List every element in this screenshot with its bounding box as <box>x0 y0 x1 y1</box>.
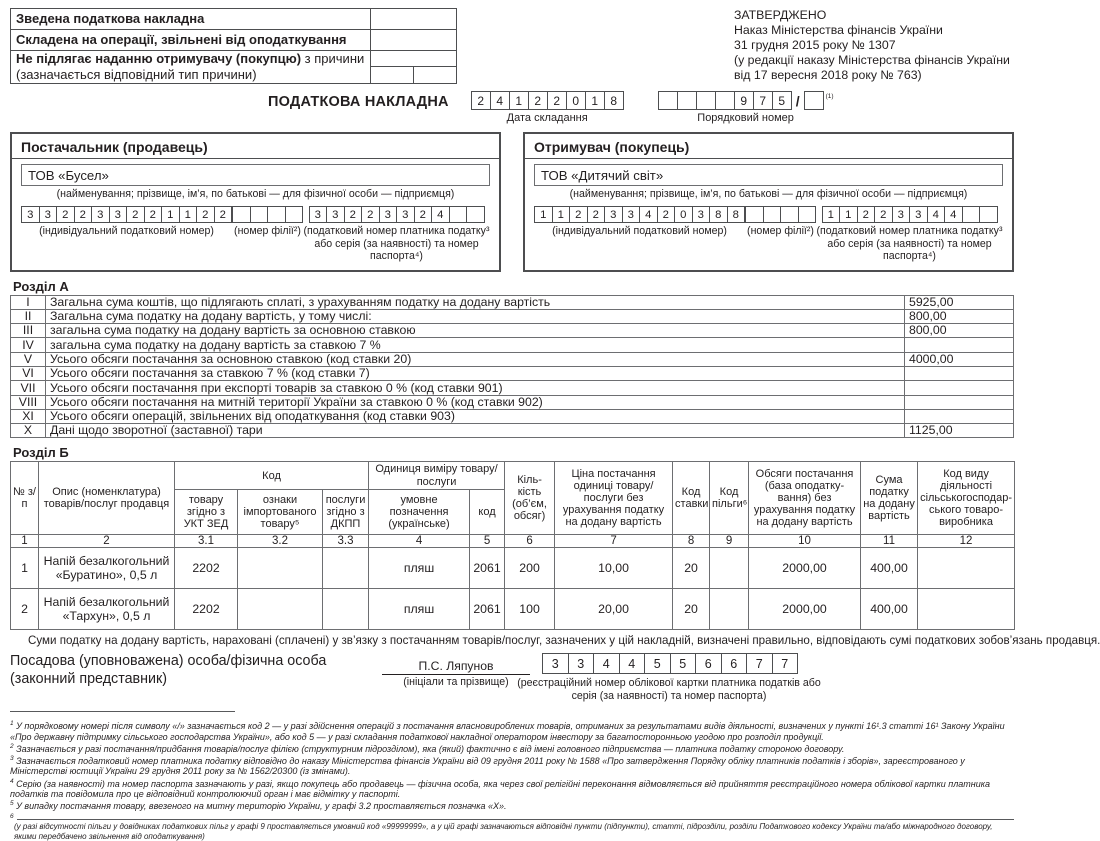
digit-cell: 8 <box>709 206 728 223</box>
col-header-code-dkpp: послуги згідно з ДКПП <box>323 489 369 534</box>
col-header-benefit: Код пільги⁶ <box>710 462 749 534</box>
flag-label-zvedena: Зведена податкова накладна <box>11 9 371 30</box>
invoice-title: ПОДАТКОВА НАКЛАДНА <box>268 94 449 110</box>
approval-line: ЗАТВЕРДЖЕНО <box>734 8 827 22</box>
seller-branch-caption: (номер філії²) <box>234 225 301 237</box>
flag-box-ne-pidliahaie <box>371 51 457 67</box>
buyer-branch-cells <box>745 206 816 223</box>
section-b-header-row-1 <box>11 462 1015 489</box>
section-a-row-value: 800,00 <box>905 309 1014 323</box>
digit-cell: 7 <box>746 653 773 674</box>
flag-label-zvilneni: Складена на операції, звільнені від оподаткування <box>11 30 371 51</box>
section-a-row-num: VIII <box>11 395 46 409</box>
digit-cell: 4 <box>431 206 450 223</box>
digit-cell: 5 <box>772 91 792 110</box>
digit-cell <box>232 206 251 223</box>
digit-cell <box>466 206 485 223</box>
digit-cell <box>780 206 799 223</box>
section-a-row-num: II <box>11 309 46 323</box>
section-a-row-num: XI <box>11 409 46 423</box>
digit-cell <box>798 206 817 223</box>
footnote-6-caption: (у разі відсутності пільги у довідниках податкових пільг у графі 9 проставляється умовний код «99999999», а у цій графі зазначаються відповідні пункти (підпункти), статті, підрозділи, розділи Податкового кодексу України та/або міжнародного договору, якими передбачено звільнення від оподаткування) <box>14 822 993 841</box>
buyer-box <box>523 132 1014 272</box>
digit-cell <box>658 91 678 110</box>
section-a-row-value: 800,00 <box>905 324 1014 338</box>
section-a-row <box>11 309 1014 323</box>
section-b-column-number: 3.2 <box>238 534 323 548</box>
digit-cell: 3 <box>542 653 569 674</box>
section-a-row-label: Загальна сума коштів, що підлягають сплаті, з урахуванням податку на додану вартість <box>46 295 905 309</box>
flag-box-reason-type-2 <box>414 67 457 84</box>
number-group <box>658 91 834 124</box>
digit-cell: 4 <box>944 206 963 223</box>
section-b-cell: 100 <box>505 589 555 630</box>
digit-cell: 8 <box>727 206 746 223</box>
section-b-cell: 2202 <box>175 589 238 630</box>
digit-cell: 2 <box>857 206 876 223</box>
digit-cell: 2 <box>196 206 215 223</box>
section-b-cell: пляш <box>369 548 470 589</box>
section-b-cell <box>323 548 369 589</box>
digit-cell <box>250 206 269 223</box>
digit-cell: 3 <box>909 206 928 223</box>
digit-cell: 1 <box>822 206 841 223</box>
section-b-cell: 400,00 <box>861 589 918 630</box>
number-row <box>658 91 834 110</box>
digit-cell: 2 <box>528 91 548 110</box>
section-a-row-label: загальна сума податку на додану вартість за основною ставкою <box>46 324 905 338</box>
section-b-cell <box>918 548 1015 589</box>
digit-cell: 5 <box>670 653 697 674</box>
section-b-cell: Напій безалкогольний «Буратино», 0,5 л <box>39 548 175 589</box>
col-header-code-ukt: товару згідно з УКТ ЗЕД <box>175 489 238 534</box>
section-b-table <box>10 461 1015 630</box>
buyer-tax-caption: (податковий номер платника податку³ або серія (за наявності) та номер паспорта⁴) <box>816 225 1003 262</box>
section-b-cell: 20 <box>673 548 710 589</box>
section-a-row <box>11 295 1014 309</box>
signature-name: П.С. Ляпунов <box>382 659 530 675</box>
col-header-vat: Сума податку на додану вартість <box>861 462 918 534</box>
digit-cell: 6 <box>721 653 748 674</box>
digit-cell: 1 <box>179 206 198 223</box>
signature-reg-cells <box>542 653 798 674</box>
col-header-qty: Кіль-кість (об’єм, обсяг) <box>505 462 555 534</box>
buyer-name: ТОВ «Дитячий світ» <box>541 167 664 183</box>
digit-cell <box>677 91 697 110</box>
section-a-row-value: 5925,00 <box>905 295 1014 309</box>
seller-tax-group <box>303 206 490 263</box>
digit-cell <box>979 206 998 223</box>
date-caption: Дата складання <box>506 112 588 124</box>
col-header-activity: Код виду діяльності сільськогосподар- ського товаро- виробника <box>918 462 1015 534</box>
section-a-row-num: VI <box>11 366 46 380</box>
digit-cell <box>962 206 981 223</box>
signature-reg-block <box>517 653 834 702</box>
digit-cell: 3 <box>692 206 711 223</box>
seller-name-caption: (найменування; прізвище, ім’я, по батькові — для фізичної особи — підприємця) <box>56 188 455 200</box>
digit-cell: 2 <box>361 206 380 223</box>
col-header-num: № з/п <box>11 462 39 534</box>
signature-role-line2: (законний представник) <box>10 671 168 688</box>
col-header-rate: Код ставки <box>673 462 710 534</box>
digit-cell: 3 <box>568 653 595 674</box>
section-b-cell <box>238 548 323 589</box>
digit-cell: 3 <box>109 206 128 223</box>
approval-line: Наказ Міністерства фінансів України <box>734 23 943 37</box>
digit-cell: 2 <box>569 206 588 223</box>
section-a-row-label: Загальна сума податку на додану вартість, у тому числі: <box>46 309 905 323</box>
number-footnote-mark: (1) <box>825 93 834 100</box>
digit-cell: 1 <box>585 91 605 110</box>
section-b-row <box>11 548 1015 589</box>
signature-block <box>10 653 1014 702</box>
section-b-column-number: 5 <box>470 534 505 548</box>
flag-box-reason-type-1 <box>371 67 414 84</box>
seller-box <box>10 132 501 272</box>
section-b-column-number: 1 <box>11 534 39 548</box>
section-a-title: Розділ А <box>13 278 69 294</box>
buyer-tax-cells <box>822 206 998 223</box>
footnote-6-marker: 6 <box>10 813 14 821</box>
section-b-column-number: 12 <box>918 534 1015 548</box>
section-b-cell: 400,00 <box>861 548 918 589</box>
section-a-row-value <box>905 395 1014 409</box>
digit-cell: 4 <box>927 206 946 223</box>
parties-row <box>10 132 1014 272</box>
section-b-cell: 2000,00 <box>749 589 861 630</box>
digit-cell: 1 <box>552 206 571 223</box>
section-b-column-number: 6 <box>505 534 555 548</box>
buyer-name-field <box>534 164 1003 186</box>
digit-cell: 2 <box>471 91 491 110</box>
digit-cell: 2 <box>547 91 567 110</box>
approval-line: від 17 вересня 2018 року № 763) <box>734 68 922 82</box>
section-a-row-num: III <box>11 324 46 338</box>
digit-cell: 3 <box>892 206 911 223</box>
digit-cell <box>763 206 782 223</box>
section-b-cell <box>323 589 369 630</box>
digit-cell: 3 <box>604 206 623 223</box>
footnote: $^4$ Серію (за наявності) та номер паспорта зазначають у разі, якщо покупець або продавець — фізична особа, яка через свої релігійні переконання відмовляється від прийняття реєстраційного номера облікової картки платника податків та повідомила про це відповідний контролюючий орган і має відмітку у паспорті. <box>10 777 991 799</box>
section-b-column-number: 9 <box>710 534 749 548</box>
seller-itn-group <box>21 206 232 263</box>
section-b-cell: Напій безалкогольний «Тархун», 0,5 л <box>39 589 175 630</box>
digit-cell: 2 <box>874 206 893 223</box>
section-a-row-label: Усього обсяги постачання при експорті товарів за ставкою 0 % (код ставки 901) <box>46 381 905 395</box>
digit-cell: 2 <box>657 206 676 223</box>
seller-branch-cells <box>232 206 303 223</box>
section-a-row-num: VII <box>11 381 46 395</box>
section-b-cell: 2061 <box>470 548 505 589</box>
seller-itn-caption: (індивідуальний податковий номер) <box>39 225 214 237</box>
section-a-row-value <box>905 338 1014 352</box>
digit-cell: 3 <box>21 206 40 223</box>
col-header-unit-name: умовне позначення (українське) <box>369 489 470 534</box>
buyer-itn-caption: (індивідуальний податковий номер) <box>552 225 727 237</box>
buyer-branch-caption: (номер філії²) <box>747 225 814 237</box>
date-cells <box>471 91 624 110</box>
section-a-row-value <box>905 409 1014 423</box>
digit-cell <box>449 206 468 223</box>
digit-cell: 2 <box>344 206 363 223</box>
seller-title: Постачальник (продавець) <box>12 138 499 159</box>
digit-cell: 2 <box>214 206 233 223</box>
seller-tax-cells <box>309 206 485 223</box>
section-a-row <box>11 366 1014 380</box>
section-b-column-number: 2 <box>39 534 175 548</box>
section-b-body <box>11 548 1015 630</box>
date-group <box>471 91 624 124</box>
invoice-title-row <box>268 91 1014 124</box>
digit-cell: 3 <box>326 206 345 223</box>
digit-cell: 1 <box>509 91 529 110</box>
buyer-tax-group <box>816 206 1003 263</box>
section-a-row-num: V <box>11 352 46 366</box>
section-b-cell: пляш <box>369 589 470 630</box>
footnote-6-line <box>17 813 1014 820</box>
digit-cell <box>696 91 716 110</box>
buyer-itn-group <box>534 206 745 263</box>
footnote: $^3$ Зазначається податковий номер платника податку відповідно до наказу Міністерства фінансів України від 09 грудня 2011 року № 1588 «Про затвердження Порядку обліку платників податків і зборів», зареєстрованого у Міністерстві юстиції України 29 грудня 2011 року за № 1562/20300 (із змінами). <box>10 755 965 777</box>
section-a-row-label: Усього обсяги постачання за основною ставкою (код ставки 20) <box>46 352 905 366</box>
section-b-title: Розділ Б <box>13 445 69 461</box>
section-a-table <box>10 295 1014 439</box>
signature-name-caption: (ініціали та прізвище) <box>403 676 509 689</box>
section-b-column-number: 3.1 <box>175 534 238 548</box>
seller-name: ТОВ «Бусел» <box>28 167 109 183</box>
digit-cell: 2 <box>56 206 75 223</box>
section-b-column-numbers <box>11 534 1015 548</box>
section-b-row <box>11 589 1015 630</box>
section-b-cell: 200 <box>505 548 555 589</box>
digit-cell: 9 <box>734 91 754 110</box>
section-a-row <box>11 424 1014 438</box>
top-row <box>10 8 1014 84</box>
declaration-text: Суми податку на додану вартість, нараховані (сплачені) у зв’язку з постачанням товарів/послуг, зазначених у цій накладній, визначені правильно, відповідають сумі податкових зобов’язань продавця. <box>28 634 1100 648</box>
buyer-itn-cells <box>534 206 745 223</box>
section-b-cell: 20 <box>673 589 710 630</box>
digit-cell: 4 <box>490 91 510 110</box>
footnote-6 <box>10 813 1014 820</box>
number-caption: Порядковий номер <box>697 112 794 124</box>
empty-signature-line <box>10 706 235 712</box>
flag-box-zvedena <box>371 9 457 30</box>
section-b-cell <box>238 589 323 630</box>
section-a-body <box>11 295 1014 438</box>
digit-cell: 3 <box>379 206 398 223</box>
seller-number-groups <box>21 206 490 263</box>
section-a-row-num: IV <box>11 338 46 352</box>
digit-cell: 3 <box>309 206 328 223</box>
section-b-cell <box>710 589 749 630</box>
flag-label-ne-pidliahaie: Не підлягає наданню отримувачу (покупцю) з причини (зазначається відповідний тип причини) <box>11 51 371 84</box>
seller-branch-group <box>232 206 303 263</box>
section-b-column-number: 3.3 <box>323 534 369 548</box>
digit-cell: 5 <box>644 653 671 674</box>
section-b-cell: 20,00 <box>555 589 673 630</box>
seller-name-field <box>21 164 490 186</box>
section-b-cell: 1 <box>11 548 39 589</box>
section-a-row-num: I <box>11 295 46 309</box>
approval-line: 31 грудня 2015 року № 1307 <box>734 38 896 52</box>
col-header-unit: Одиниця виміру товару/послуги <box>369 462 505 489</box>
col-header-desc: Опис (номенклатура) товарів/послуг продавця <box>39 462 175 534</box>
footnote: $^5$ У випадку постачання товару, ввезеного на митну територію України, у графі 3.2 проставляється позначка «Х». <box>10 800 507 812</box>
buyer-number-groups <box>534 206 1003 263</box>
digit-cell: 2 <box>74 206 93 223</box>
section-b-column-number: 10 <box>749 534 861 548</box>
section-a-row-value <box>905 366 1014 380</box>
digit-cell: 6 <box>695 653 722 674</box>
section-a-row-num: X <box>11 424 46 438</box>
buyer-name-caption: (найменування; прізвище, ім’я, по батькові — для фізичної особи — підприємця) <box>569 188 968 200</box>
digit-cell: 1 <box>161 206 180 223</box>
digit-cell <box>267 206 286 223</box>
digit-cell: 2 <box>144 206 163 223</box>
col-header-price: Ціна постачання одиниці товару/послуги без урахування податку на додану вартість <box>555 462 673 534</box>
digit-cell: 3 <box>622 206 641 223</box>
section-b-cell: 2061 <box>470 589 505 630</box>
seller-tax-caption: (податковий номер платника податку³ або серія (за наявності) та номер паспорта⁴) <box>303 225 490 262</box>
section-b-cell: 2 <box>11 589 39 630</box>
section-a-row-value: 1125,00 <box>905 424 1014 438</box>
buyer-title: Отримувач (покупець) <box>525 138 1012 159</box>
digit-cell: 2 <box>587 206 606 223</box>
col-header-unit-code: код <box>470 489 505 534</box>
section-a-row-value <box>905 381 1014 395</box>
section-a-row <box>11 352 1014 366</box>
col-header-code: Код <box>175 462 369 489</box>
buyer-branch-group <box>745 206 816 263</box>
section-b-cell <box>918 589 1015 630</box>
digit-cell: 7 <box>772 653 799 674</box>
seller-itn-cells <box>21 206 232 223</box>
digit-cell: 8 <box>604 91 624 110</box>
section-b-cell <box>710 548 749 589</box>
digit-cell <box>804 91 824 110</box>
digit-cell <box>715 91 735 110</box>
digit-cell: 3 <box>91 206 110 223</box>
footnote: $^1$ У порядковому номері після символу «/» зазначається код 2 — у разі здійснення операцій з постачання власновироблених товарів, отриманих за результатами видів діяльності, визначених у пункті 16¹.3 статті 16¹ Закону України «Про державну підтримку сільського господарства України», або код 5 — у разі складання податкової накладної оператором інвестору за багатосторонньою угодою про розподіл продукції. <box>10 720 1005 742</box>
section-a-row <box>11 338 1014 352</box>
digit-cell: 0 <box>674 206 693 223</box>
section-b-column-number: 11 <box>861 534 918 548</box>
digit-cell <box>285 206 304 223</box>
signature-role-line1: Посадова (уповноважена) особа/фізична особа <box>10 653 327 670</box>
footnote: $^2$ Зазначається у разі постачання/придбання товарів/послуг філією (структурним підрозділом), яка (який) фактично є від імені головного підприємства — платника податку стороною договору. <box>10 742 845 754</box>
digit-cell: 1 <box>534 206 553 223</box>
section-b-cell: 10,00 <box>555 548 673 589</box>
digit-cell: 7 <box>753 91 773 110</box>
section-a-row-label: Усього обсяги операцій, звільнених від оподаткування (код ставки 903) <box>46 409 905 423</box>
digit-cell: 2 <box>126 206 145 223</box>
section-a-row-label: Дані щодо зворотної (заставної) тари <box>46 424 905 438</box>
approval-line: (у редакції наказу Міністерства фінансів України <box>734 53 1010 67</box>
section-b-column-number: 8 <box>673 534 710 548</box>
digit-cell: 1 <box>839 206 858 223</box>
section-a-row <box>11 395 1014 409</box>
section-b-column-number: 7 <box>555 534 673 548</box>
flags-table <box>10 8 457 84</box>
section-a-row-label: Усього обсяги постачання за ставкою 7 % (код ставки 7) <box>46 366 905 380</box>
digit-cell <box>745 206 764 223</box>
section-a-row-label: загальна сума податку на додану вартість за ставкою 7 % <box>46 338 905 352</box>
col-header-volume: Обсяги постачання (база оподатку- вання) без урахування податку на додану вартість <box>749 462 861 534</box>
digit-cell: 2 <box>414 206 433 223</box>
section-a-row-label: Усього обсяги постачання на митній території України за ставкою 0 % (код ставки 902) <box>46 395 905 409</box>
section-b-cell: 2000,00 <box>749 548 861 589</box>
digit-cell: 4 <box>619 653 646 674</box>
digit-cell: 0 <box>566 91 586 110</box>
section-a-row <box>11 409 1014 423</box>
digit-cell: 4 <box>593 653 620 674</box>
number-suffix-cell <box>804 91 824 110</box>
number-cells <box>658 91 792 110</box>
signature-reg-caption: (реєстраційний номер облікової картки платника податків або серія (за наявності) та номер паспорта) <box>517 677 821 702</box>
flag-box-zvilneni <box>371 30 457 51</box>
digit-cell: 3 <box>39 206 58 223</box>
section-a-row <box>11 324 1014 338</box>
digit-cell: 4 <box>639 206 658 223</box>
signature-role <box>10 653 382 689</box>
number-slash: / <box>795 92 800 109</box>
section-a-row <box>11 381 1014 395</box>
digit-cell: 3 <box>396 206 415 223</box>
footnotes <box>10 720 1014 811</box>
col-header-code-imported: ознаки імпортованого товару⁵ <box>238 489 323 534</box>
section-b-column-number: 4 <box>369 534 470 548</box>
section-a-row-value: 4000,00 <box>905 352 1014 366</box>
section-b-cell: 2202 <box>175 548 238 589</box>
approval-block <box>734 8 1014 83</box>
